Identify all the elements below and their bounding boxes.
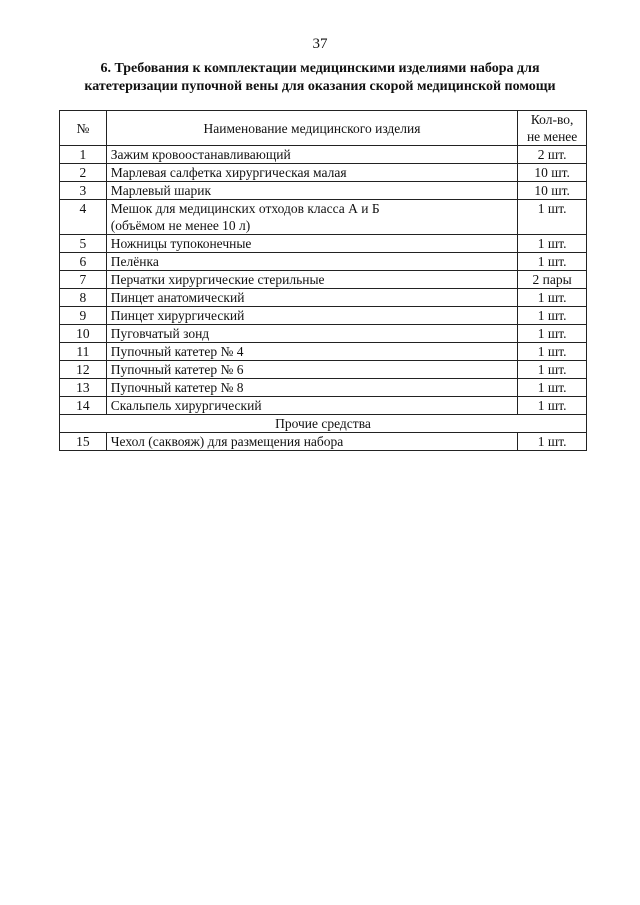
item-quantity: 1 шт.: [518, 289, 587, 307]
item-name-line: Пелёнка: [110, 254, 159, 269]
item-name-line: Пупочный катетер № 6: [110, 362, 244, 377]
title-line-1: 6. Требования к комплектации медицинскими изделиями набора для: [100, 61, 540, 76]
item-name: [106, 397, 517, 415]
row-number: 2: [60, 164, 107, 182]
row-number: 12: [60, 361, 107, 379]
table-row: [60, 253, 587, 271]
section-row: [60, 415, 587, 433]
item-name: [106, 253, 517, 271]
item-quantity: 10 шт.: [518, 164, 587, 182]
table-row: [60, 397, 587, 415]
table-row: [60, 325, 587, 343]
item-name: [106, 433, 517, 451]
header-quantity-line-1: Кол-во,: [530, 112, 574, 127]
section-title: [40, 60, 600, 96]
header-item-name: Наименование медицинского изделия: [106, 111, 517, 146]
item-name: [106, 271, 517, 289]
item-name: [106, 182, 517, 200]
table-row: [60, 271, 587, 289]
table-row: [60, 361, 587, 379]
item-quantity: 1 шт.: [518, 325, 587, 343]
item-name-line: Зажим кровоостанавливающий: [110, 147, 291, 162]
table-row: [60, 343, 587, 361]
item-quantity: 10 шт.: [518, 182, 587, 200]
table-row: [60, 164, 587, 182]
item-name-line: Мешок для медицинских отходов класса А и Б: [110, 201, 380, 216]
row-number: 10: [60, 325, 107, 343]
title-line-2: катетеризации пупочной вены для оказания скорой медицинской помощи: [84, 79, 556, 94]
item-name-line-2: (объёмом не менее 10 л): [110, 218, 251, 233]
item-quantity: 1 шт.: [518, 433, 587, 451]
item-name: [106, 235, 517, 253]
item-name-line: Марлевый шарик: [110, 183, 212, 198]
item-quantity: 1 шт.: [518, 253, 587, 271]
item-name-line: Скальпель хирургический: [110, 398, 262, 413]
item-quantity: 2 шт.: [518, 146, 587, 164]
header-quantity-line-2: не менее: [526, 129, 578, 144]
table-row: [60, 379, 587, 397]
item-quantity: 1 шт.: [518, 235, 587, 253]
item-quantity: 1 шт.: [518, 307, 587, 325]
header-quantity: [518, 111, 587, 146]
row-number: 11: [60, 343, 107, 361]
table-row: [60, 200, 587, 235]
item-name-line: Марлевая салфетка хирургическая малая: [110, 165, 347, 180]
row-number: 5: [60, 235, 107, 253]
header-number: №: [60, 111, 107, 146]
row-number: 9: [60, 307, 107, 325]
row-number: 7: [60, 271, 107, 289]
table-row: [60, 289, 587, 307]
row-number: 15: [60, 433, 107, 451]
item-name-line: Ножницы тупоконечные: [110, 236, 252, 251]
table-row: [60, 146, 587, 164]
item-quantity: 2 пары: [518, 271, 587, 289]
item-name: [106, 361, 517, 379]
item-name-line: Чехол (саквояж) для размещения набора: [110, 434, 344, 449]
items-table: [59, 110, 587, 451]
table-header-row: [60, 111, 587, 146]
item-name: [106, 289, 517, 307]
item-name: [106, 325, 517, 343]
item-name-line: Пинцет хирургический: [110, 308, 245, 323]
table-row: [60, 235, 587, 253]
page-number: 37: [312, 36, 328, 52]
item-quantity: 1 шт.: [518, 361, 587, 379]
item-name: [106, 164, 517, 182]
item-quantity: 1 шт.: [518, 343, 587, 361]
item-name-line: Пупочный катетер № 8: [110, 380, 244, 395]
table-body: [60, 146, 587, 451]
table-row: [60, 433, 587, 451]
row-number: 3: [60, 182, 107, 200]
item-name-line: Пуговчатый зонд: [110, 326, 210, 341]
row-number: 1: [60, 146, 107, 164]
item-quantity: 1 шт.: [518, 379, 587, 397]
table-row: [60, 182, 587, 200]
section-label: Прочие средства: [60, 415, 587, 433]
item-name: [106, 379, 517, 397]
row-number: 14: [60, 397, 107, 415]
row-number: 13: [60, 379, 107, 397]
item-quantity: 1 шт.: [518, 397, 587, 415]
item-name: [106, 343, 517, 361]
item-name: [106, 200, 517, 235]
item-name-line: Перчатки хирургические стерильные: [110, 272, 325, 287]
item-name-line: Пупочный катетер № 4: [110, 344, 244, 359]
row-number: 4: [60, 200, 107, 235]
row-number: 8: [60, 289, 107, 307]
item-quantity: 1 шт.: [518, 200, 587, 235]
item-name-line: Пинцет анатомический: [110, 290, 245, 305]
row-number: 6: [60, 253, 107, 271]
item-name: [106, 307, 517, 325]
item-name: [106, 146, 517, 164]
table-row: [60, 307, 587, 325]
